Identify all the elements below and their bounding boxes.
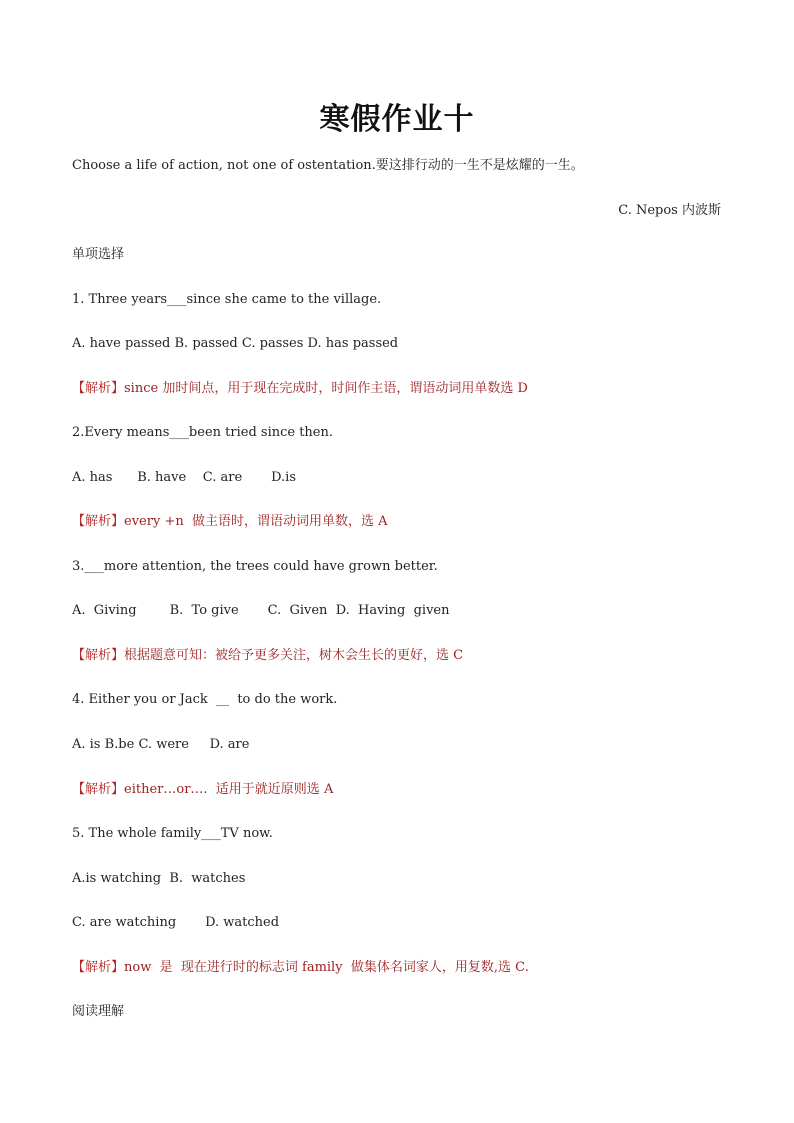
- analysis-text: either…or…. 适用于就近原则选 A: [124, 782, 334, 797]
- question-1-options: A. have passed B. passed C. passes D. has passed: [72, 336, 399, 351]
- question-1-analysis: [72, 379, 528, 399]
- question-2-analysis: [72, 512, 388, 532]
- analysis-tag: 【解析】: [72, 381, 125, 396]
- section-heading-reading: 阅读理解: [72, 1004, 125, 1019]
- question-2-options: A. has B. have C. are D.is: [72, 470, 297, 485]
- question-2-stem: 2.Every means___been tried since then.: [72, 425, 333, 440]
- analysis-text: since 加时间点，用于现在完成时，时间作主语，谓语动词用单数选 D: [124, 381, 528, 396]
- analysis-tag: 【解析】: [72, 648, 125, 663]
- question-1-stem: 1. Three years___since she came to the village.: [72, 292, 382, 307]
- question-4-analysis: [72, 780, 333, 800]
- section-heading-single-choice: 单项选择: [72, 247, 125, 262]
- question-3-options: A. Giving B. To give C. Given D. Having given: [72, 603, 450, 618]
- analysis-tag: 【解析】: [72, 514, 125, 529]
- analysis-tag: 【解析】: [72, 782, 125, 797]
- question-5-options-row-2: C. are watching D. watched: [72, 915, 280, 930]
- question-3-stem: 3.___more attention, the trees could have grown better.: [72, 559, 438, 574]
- analysis-text: every +n 做主语时，谓语动词用单数，选 A: [124, 514, 388, 529]
- analysis-text: now 是 现在进行时的标志词 family 做集体名词家人，用复数,选 C.: [124, 960, 529, 975]
- question-4-stem: 4. Either you or Jack __ to do the work.: [72, 692, 338, 707]
- question-5-options-row-1: A.is watching B. watches: [72, 871, 246, 886]
- page-title: 寒假作业十: [319, 102, 475, 137]
- analysis-text: 根据题意可知：被给予更多关注，树木会生长的更好，选 C: [124, 648, 464, 663]
- quote-text: Choose a life of action, not one of ostentation.要这排行动的一生不是炫耀的一生。: [72, 158, 584, 173]
- question-5-analysis: [72, 958, 529, 978]
- quote-author: C. Nepos 内波斯: [618, 203, 721, 218]
- analysis-tag: 【解析】: [72, 960, 125, 975]
- question-3-analysis: [72, 646, 463, 666]
- question-4-options: A. is B.be C. were D. are: [72, 737, 250, 752]
- question-5-stem: 5. The whole family___TV now.: [72, 826, 273, 841]
